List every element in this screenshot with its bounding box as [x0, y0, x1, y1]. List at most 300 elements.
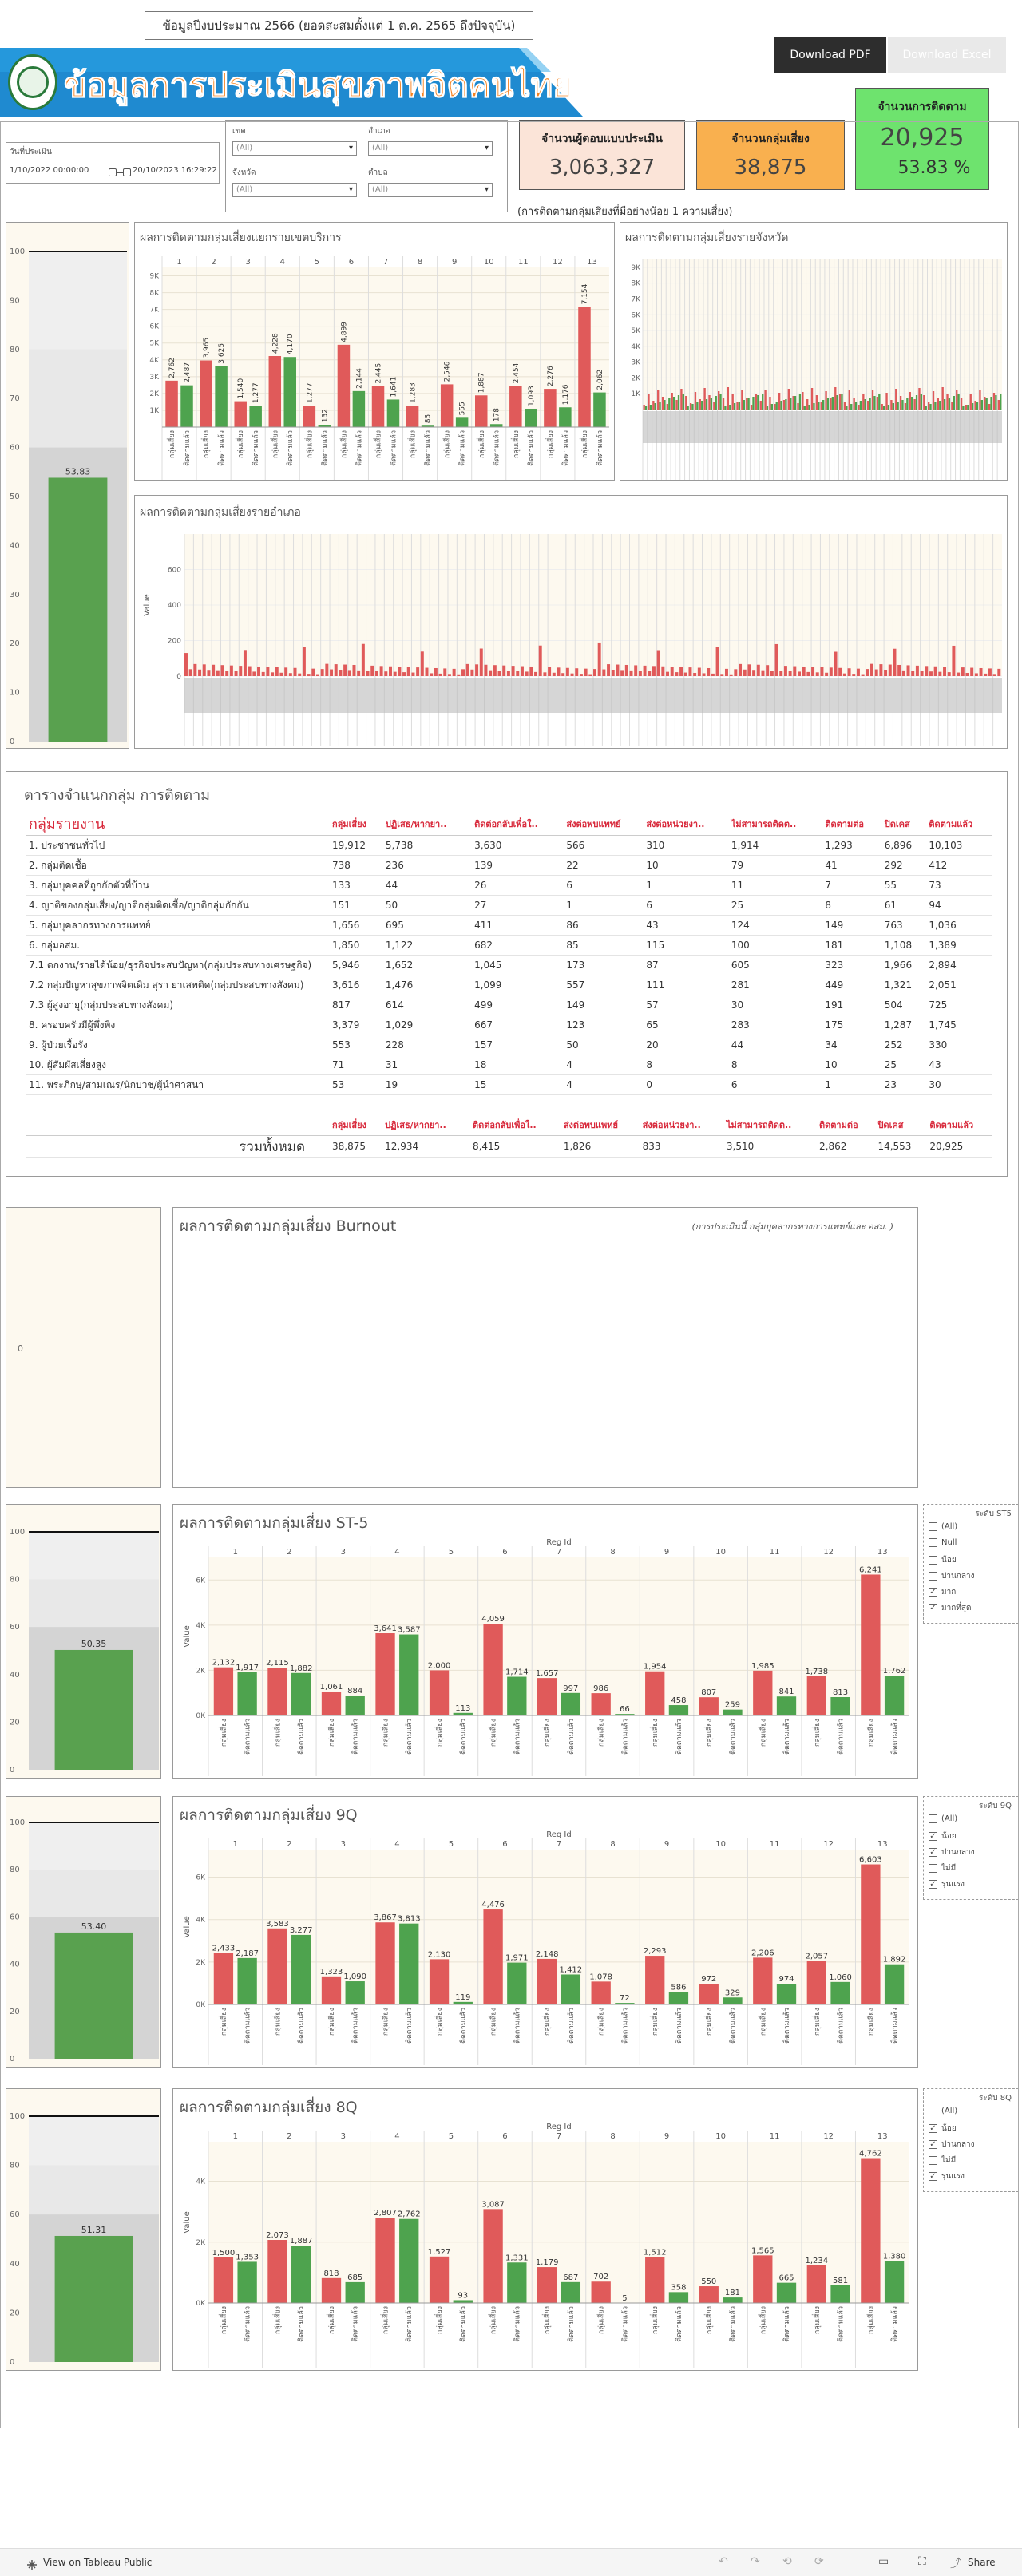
province-bar-follow[interactable]: [678, 395, 679, 410]
province-bar-risk[interactable]: [778, 393, 780, 410]
district-bar-risk[interactable]: [965, 673, 969, 676]
province-bar-follow[interactable]: [780, 401, 782, 410]
district-bar-risk[interactable]: [820, 667, 823, 676]
district-bar-risk[interactable]: [720, 674, 723, 676]
province-bar-follow[interactable]: [1000, 394, 1001, 410]
district-bar-risk[interactable]: [402, 672, 406, 676]
bar-risk[interactable]: [214, 1668, 233, 1715]
district-bar-risk[interactable]: [961, 667, 965, 676]
district-bar-risk[interactable]: [852, 674, 855, 676]
district-bar-risk[interactable]: [602, 670, 605, 676]
district-bar-risk[interactable]: [897, 665, 901, 676]
province-bar-follow[interactable]: [655, 403, 656, 410]
province-bar-risk[interactable]: [732, 394, 734, 410]
district-bar-risk[interactable]: [421, 651, 424, 676]
bar-follow[interactable]: [723, 1997, 742, 2004]
bar-follow[interactable]: [387, 399, 400, 427]
district-bar-risk[interactable]: [279, 673, 283, 676]
legend-checkbox[interactable]: [929, 1814, 957, 1823]
district-bar-risk[interactable]: [684, 673, 687, 676]
district-bar-risk[interactable]: [561, 673, 564, 676]
province-bar-follow[interactable]: [818, 402, 819, 410]
province-bar-follow[interactable]: [981, 400, 983, 410]
bar-follow[interactable]: [561, 1974, 580, 2004]
province-bar-risk[interactable]: [703, 388, 705, 410]
province-bar-risk[interactable]: [680, 389, 682, 410]
district-bar-risk[interactable]: [984, 674, 987, 676]
province-bar-risk[interactable]: [956, 390, 957, 410]
bar-risk[interactable]: [592, 2281, 611, 2303]
district-bar-risk[interactable]: [739, 664, 742, 676]
district-bar-risk[interactable]: [557, 667, 560, 676]
bar-risk[interactable]: [200, 361, 212, 427]
district-bar-risk[interactable]: [639, 671, 642, 676]
bar-risk[interactable]: [753, 1671, 772, 1715]
bar-risk[interactable]: [483, 1624, 502, 1715]
province-bar-risk[interactable]: [946, 394, 948, 410]
province-bar-follow[interactable]: [668, 398, 670, 410]
province-bar-follow[interactable]: [934, 402, 936, 410]
district-bar-risk[interactable]: [448, 674, 451, 676]
bar-follow[interactable]: [180, 386, 193, 427]
district-bar-risk[interactable]: [512, 666, 515, 676]
legend-checkbox[interactable]: [929, 1602, 971, 1614]
province-bar-risk[interactable]: [844, 402, 846, 410]
bar-follow[interactable]: [593, 393, 606, 427]
province-bar-follow[interactable]: [757, 395, 759, 410]
district-bar-risk[interactable]: [848, 668, 851, 676]
district-bar-risk[interactable]: [730, 675, 733, 676]
bar-follow[interactable]: [399, 1924, 418, 2004]
district-bar-risk[interactable]: [952, 646, 955, 676]
province-bar-risk[interactable]: [867, 401, 869, 410]
province-bar-risk[interactable]: [900, 396, 901, 410]
district-bar-risk[interactable]: [248, 667, 252, 676]
district-bar-risk[interactable]: [521, 667, 524, 676]
province-bar-risk[interactable]: [825, 391, 826, 410]
district-bar-risk[interactable]: [189, 669, 192, 676]
province-bar-risk[interactable]: [830, 398, 831, 410]
district-bar-risk[interactable]: [747, 664, 751, 676]
district-bar-risk[interactable]: [303, 647, 306, 676]
district-bar-risk[interactable]: [384, 671, 387, 676]
district-bar-risk[interactable]: [725, 669, 728, 676]
bar-follow[interactable]: [723, 1710, 742, 1715]
province-bar-follow[interactable]: [855, 402, 857, 410]
province-bar-risk[interactable]: [690, 403, 691, 410]
province-bar-risk[interactable]: [881, 404, 883, 410]
district-bar-risk[interactable]: [907, 665, 910, 676]
refresh-icon[interactable]: ⟳: [814, 2555, 824, 2568]
province-bar-risk[interactable]: [905, 403, 906, 410]
province-bar-follow[interactable]: [771, 404, 773, 410]
district-bar-risk[interactable]: [257, 667, 260, 676]
district-bar-risk[interactable]: [571, 674, 574, 676]
bar-risk[interactable]: [375, 2218, 394, 2303]
district-bar-risk[interactable]: [588, 675, 592, 676]
district-bar-risk[interactable]: [857, 669, 860, 676]
district-bar-risk[interactable]: [902, 671, 905, 676]
legend-checkbox[interactable]: [929, 1570, 974, 1582]
province-bar-risk[interactable]: [913, 399, 915, 410]
bar-follow[interactable]: [830, 2285, 850, 2303]
bar-risk[interactable]: [861, 1865, 880, 2004]
bar-follow[interactable]: [777, 2283, 796, 2303]
province-bar-risk[interactable]: [984, 397, 985, 410]
district-bar-risk[interactable]: [757, 665, 760, 676]
province-bar-follow[interactable]: [986, 398, 988, 410]
bar-risk[interactable]: [578, 307, 591, 427]
district-bar-risk[interactable]: [475, 664, 478, 676]
province-bar-risk[interactable]: [849, 390, 850, 410]
bar-risk[interactable]: [475, 395, 488, 427]
province-bar-risk[interactable]: [970, 394, 972, 410]
bar-follow[interactable]: [399, 1635, 418, 1715]
bar-risk[interactable]: [322, 1977, 341, 2004]
district-bar-risk[interactable]: [203, 664, 206, 676]
province-bar-risk[interactable]: [951, 402, 953, 410]
district-bar-risk[interactable]: [335, 664, 338, 676]
district-bar-risk[interactable]: [453, 669, 456, 676]
district-bar-risk[interactable]: [593, 669, 596, 676]
bar-follow[interactable]: [669, 1992, 688, 2004]
province-bar-follow[interactable]: [944, 399, 945, 410]
province-bar-risk[interactable]: [751, 405, 752, 410]
district-bar-risk[interactable]: [307, 674, 311, 676]
district-bar-risk[interactable]: [616, 665, 619, 676]
bar-risk[interactable]: [430, 2257, 449, 2303]
bar-follow[interactable]: [885, 1676, 904, 1715]
filter-province-select[interactable]: (All) ▾: [232, 183, 357, 197]
province-bar-follow[interactable]: [916, 395, 917, 410]
district-bar-risk[interactable]: [625, 665, 628, 676]
district-bar-risk[interactable]: [394, 672, 397, 676]
province-bar-follow[interactable]: [893, 403, 894, 410]
province-bar-risk[interactable]: [695, 392, 696, 410]
province-bar-risk[interactable]: [699, 399, 701, 410]
district-bar-risk[interactable]: [698, 668, 701, 676]
district-bar-risk[interactable]: [580, 674, 583, 676]
bar-follow[interactable]: [507, 1963, 526, 2004]
district-bar-risk[interactable]: [584, 669, 588, 676]
district-bar-risk[interactable]: [352, 665, 355, 676]
legend-checkbox[interactable]: [929, 1522, 957, 1531]
district-bar-risk[interactable]: [866, 669, 869, 676]
bar-risk[interactable]: [509, 386, 522, 427]
district-bar-risk[interactable]: [970, 668, 973, 676]
bar-follow[interactable]: [353, 391, 366, 427]
province-bar-risk[interactable]: [909, 392, 911, 410]
district-bar-risk[interactable]: [370, 666, 374, 676]
district-bar-risk[interactable]: [884, 670, 887, 676]
district-bar-risk[interactable]: [493, 665, 497, 676]
district-bar-risk[interactable]: [262, 672, 265, 676]
province-bar-risk[interactable]: [890, 400, 892, 410]
district-bar-risk[interactable]: [630, 671, 633, 676]
bar-follow[interactable]: [215, 366, 228, 427]
district-bar-risk[interactable]: [993, 674, 996, 676]
province-bar-follow[interactable]: [962, 406, 964, 410]
district-bar-risk[interactable]: [411, 673, 414, 676]
bar-follow[interactable]: [346, 2282, 365, 2303]
district-bar-risk[interactable]: [321, 669, 324, 676]
district-bar-risk[interactable]: [648, 671, 651, 676]
bar-risk[interactable]: [861, 2159, 880, 2303]
province-bar-follow[interactable]: [747, 398, 749, 410]
district-bar-risk[interactable]: [502, 666, 505, 676]
province-bar-follow[interactable]: [841, 394, 842, 410]
district-bar-risk[interactable]: [975, 673, 978, 676]
district-bar-risk[interactable]: [298, 674, 301, 676]
province-bar-risk[interactable]: [769, 397, 770, 410]
district-bar-risk[interactable]: [657, 651, 660, 676]
district-bar-risk[interactable]: [988, 668, 992, 676]
district-bar-risk[interactable]: [875, 670, 878, 676]
district-bar-risk[interactable]: [235, 671, 238, 676]
district-bar-risk[interactable]: [284, 667, 287, 676]
province-bar-follow[interactable]: [850, 404, 852, 410]
district-bar-risk[interactable]: [539, 646, 542, 676]
district-bar-risk[interactable]: [925, 666, 928, 676]
province-bar-risk[interactable]: [993, 393, 995, 410]
district-bar-risk[interactable]: [806, 672, 810, 676]
bar-risk[interactable]: [592, 1981, 611, 2004]
province-bar-risk[interactable]: [727, 387, 729, 410]
province-bar-follow[interactable]: [776, 402, 778, 410]
bar-risk[interactable]: [372, 386, 385, 427]
province-bar-risk[interactable]: [783, 400, 785, 410]
bar-risk[interactable]: [483, 1909, 502, 2004]
province-bar-risk[interactable]: [816, 395, 818, 410]
bar-risk[interactable]: [861, 1574, 880, 1715]
district-bar-risk[interactable]: [439, 674, 442, 676]
province-bar-risk[interactable]: [671, 393, 673, 410]
province-bar-follow[interactable]: [715, 396, 717, 410]
province-bar-follow[interactable]: [799, 394, 801, 410]
province-bar-follow[interactable]: [664, 400, 665, 410]
province-bar-follow[interactable]: [860, 401, 862, 410]
district-bar-risk[interactable]: [770, 671, 774, 676]
bar-risk[interactable]: [430, 1670, 449, 1715]
district-bar-risk[interactable]: [934, 667, 937, 676]
province-bar-risk[interactable]: [834, 387, 836, 410]
bar-risk[interactable]: [267, 1929, 287, 2004]
province-bar-risk[interactable]: [942, 387, 944, 410]
bar-follow[interactable]: [561, 2282, 580, 2303]
district-bar-risk[interactable]: [784, 666, 787, 676]
province-bar-follow[interactable]: [743, 400, 745, 410]
province-bar-follow[interactable]: [846, 406, 847, 410]
bar-risk[interactable]: [537, 1959, 557, 2004]
district-bar-risk[interactable]: [816, 672, 819, 676]
download-excel-button[interactable]: Download Excel: [888, 37, 1006, 73]
district-bar-risk[interactable]: [343, 665, 347, 676]
legend-checkbox[interactable]: [929, 1878, 965, 1890]
bar-follow[interactable]: [830, 1697, 850, 1715]
bar-risk[interactable]: [537, 1678, 557, 1715]
province-bar-follow[interactable]: [691, 404, 693, 410]
bar-risk[interactable]: [699, 2286, 719, 2303]
district-bar-risk[interactable]: [652, 666, 656, 676]
province-bar-follow[interactable]: [724, 406, 726, 410]
bar-risk[interactable]: [214, 1953, 233, 2004]
bar-risk[interactable]: [406, 406, 419, 427]
province-bar-risk[interactable]: [774, 404, 775, 410]
bar-follow[interactable]: [291, 1935, 311, 2004]
district-bar-risk[interactable]: [498, 671, 501, 676]
district-bar-risk[interactable]: [207, 670, 210, 676]
district-bar-risk[interactable]: [553, 673, 556, 676]
legend-checkbox[interactable]: [929, 1554, 957, 1566]
province-bar-risk[interactable]: [741, 390, 743, 410]
province-bar-follow[interactable]: [921, 394, 922, 410]
province-bar-risk[interactable]: [746, 398, 747, 410]
bar-follow[interactable]: [291, 1673, 311, 1715]
bar-risk[interactable]: [699, 1984, 719, 2004]
bar-risk[interactable]: [753, 1957, 772, 2004]
district-bar-risk[interactable]: [221, 665, 224, 676]
district-bar-risk[interactable]: [862, 675, 865, 676]
bar-follow[interactable]: [885, 1965, 904, 2004]
bar-risk[interactable]: [303, 406, 316, 427]
province-bar-follow[interactable]: [888, 405, 889, 410]
view-on-tableau-link[interactable]: View on Tableau Public: [43, 2557, 153, 2568]
district-bar-risk[interactable]: [707, 668, 710, 676]
bar-risk[interactable]: [165, 381, 178, 427]
bar-risk[interactable]: [267, 1668, 287, 1715]
district-bar-risk[interactable]: [743, 670, 747, 676]
district-bar-risk[interactable]: [311, 669, 315, 676]
district-bar-risk[interactable]: [294, 668, 297, 676]
district-bar-risk[interactable]: [525, 671, 529, 676]
province-bar-follow[interactable]: [766, 406, 768, 410]
province-bar-risk[interactable]: [644, 405, 645, 410]
bar-risk[interactable]: [375, 1633, 394, 1715]
district-bar-risk[interactable]: [620, 670, 624, 676]
province-bar-follow[interactable]: [897, 402, 899, 410]
bar-follow[interactable]: [237, 2261, 256, 2303]
legend-checkbox[interactable]: [929, 1846, 974, 1858]
province-bar-follow[interactable]: [953, 396, 955, 410]
district-bar-risk[interactable]: [802, 667, 806, 676]
province-bar-follow[interactable]: [683, 394, 684, 410]
district-bar-risk[interactable]: [980, 668, 983, 676]
fullscreen-icon[interactable]: ⛶: [918, 2555, 926, 2568]
district-bar-risk[interactable]: [244, 650, 247, 676]
district-bar-risk[interactable]: [275, 667, 279, 676]
bar-follow[interactable]: [669, 1705, 688, 1715]
province-bar-follow[interactable]: [719, 394, 721, 410]
province-bar-follow[interactable]: [808, 405, 810, 410]
province-bar-follow[interactable]: [752, 397, 754, 410]
district-bar-risk[interactable]: [825, 673, 828, 676]
province-bar-risk[interactable]: [998, 400, 1000, 410]
district-bar-risk[interactable]: [870, 664, 873, 676]
district-bar-risk[interactable]: [811, 667, 814, 676]
province-bar-risk[interactable]: [974, 401, 976, 410]
district-bar-risk[interactable]: [457, 675, 460, 676]
province-bar-risk[interactable]: [760, 401, 762, 410]
bar-risk[interactable]: [322, 2278, 341, 2303]
district-bar-risk[interactable]: [566, 668, 569, 676]
province-bar-follow[interactable]: [925, 406, 927, 410]
district-bar-risk[interactable]: [793, 667, 796, 676]
province-bar-follow[interactable]: [813, 403, 814, 410]
district-bar-risk[interactable]: [838, 668, 842, 676]
province-bar-risk[interactable]: [979, 390, 980, 410]
province-bar-follow[interactable]: [865, 399, 866, 410]
province-bar-follow[interactable]: [995, 395, 996, 410]
province-bar-risk[interactable]: [923, 395, 925, 410]
province-bar-risk[interactable]: [713, 402, 715, 410]
province-bar-follow[interactable]: [729, 405, 731, 410]
district-bar-risk[interactable]: [507, 671, 510, 676]
province-bar-risk[interactable]: [862, 394, 864, 410]
province-bar-follow[interactable]: [822, 400, 824, 410]
district-bar-risk[interactable]: [271, 672, 274, 676]
share-icon[interactable]: ⤴: [950, 2558, 961, 2570]
bar-risk[interactable]: [807, 2265, 826, 2303]
district-bar-risk[interactable]: [289, 673, 292, 676]
district-bar-risk[interactable]: [688, 667, 691, 676]
province-bar-risk[interactable]: [652, 401, 654, 410]
province-bar-risk[interactable]: [877, 397, 878, 410]
province-bar-follow[interactable]: [650, 405, 652, 410]
province-bar-risk[interactable]: [736, 402, 738, 410]
bar-risk[interactable]: [537, 2267, 557, 2303]
district-bar-risk[interactable]: [575, 668, 578, 676]
district-bar-risk[interactable]: [761, 671, 764, 676]
district-bar-risk[interactable]: [612, 670, 615, 676]
district-bar-risk[interactable]: [607, 664, 610, 676]
bar-follow[interactable]: [283, 357, 296, 427]
province-bar-risk[interactable]: [788, 389, 790, 410]
bar-risk[interactable]: [544, 389, 557, 427]
province-bar-follow[interactable]: [645, 406, 647, 410]
district-bar-risk[interactable]: [948, 672, 951, 676]
district-bar-risk[interactable]: [675, 672, 678, 676]
district-bar-risk[interactable]: [703, 673, 706, 676]
bar-follow[interactable]: [669, 2292, 688, 2303]
province-bar-follow[interactable]: [659, 402, 660, 410]
province-bar-risk[interactable]: [853, 398, 854, 410]
province-bar-follow[interactable]: [929, 404, 931, 410]
bar-risk[interactable]: [322, 1692, 341, 1715]
bar-follow[interactable]: [249, 406, 262, 427]
district-bar-risk[interactable]: [943, 667, 946, 676]
district-bar-risk[interactable]: [426, 668, 429, 676]
district-bar-risk[interactable]: [198, 670, 201, 676]
province-bar-risk[interactable]: [928, 402, 929, 410]
district-bar-risk[interactable]: [434, 668, 438, 676]
download-pdf-button[interactable]: Download PDF: [774, 37, 886, 73]
bar-follow[interactable]: [561, 1693, 580, 1715]
province-bar-risk[interactable]: [961, 398, 962, 410]
bar-risk[interactable]: [645, 1672, 664, 1715]
province-bar-follow[interactable]: [687, 406, 689, 410]
bar-risk[interactable]: [234, 402, 247, 427]
province-bar-risk[interactable]: [802, 392, 803, 410]
province-bar-risk[interactable]: [821, 402, 822, 410]
district-bar-risk[interactable]: [598, 643, 601, 676]
province-bar-follow[interactable]: [901, 400, 903, 410]
legend-checkbox[interactable]: [929, 2107, 957, 2115]
bar-risk[interactable]: [807, 1676, 826, 1715]
district-bar-risk[interactable]: [711, 674, 715, 676]
district-bar-risk[interactable]: [239, 666, 242, 676]
district-bar-risk[interactable]: [716, 647, 719, 676]
province-bar-follow[interactable]: [696, 402, 698, 410]
